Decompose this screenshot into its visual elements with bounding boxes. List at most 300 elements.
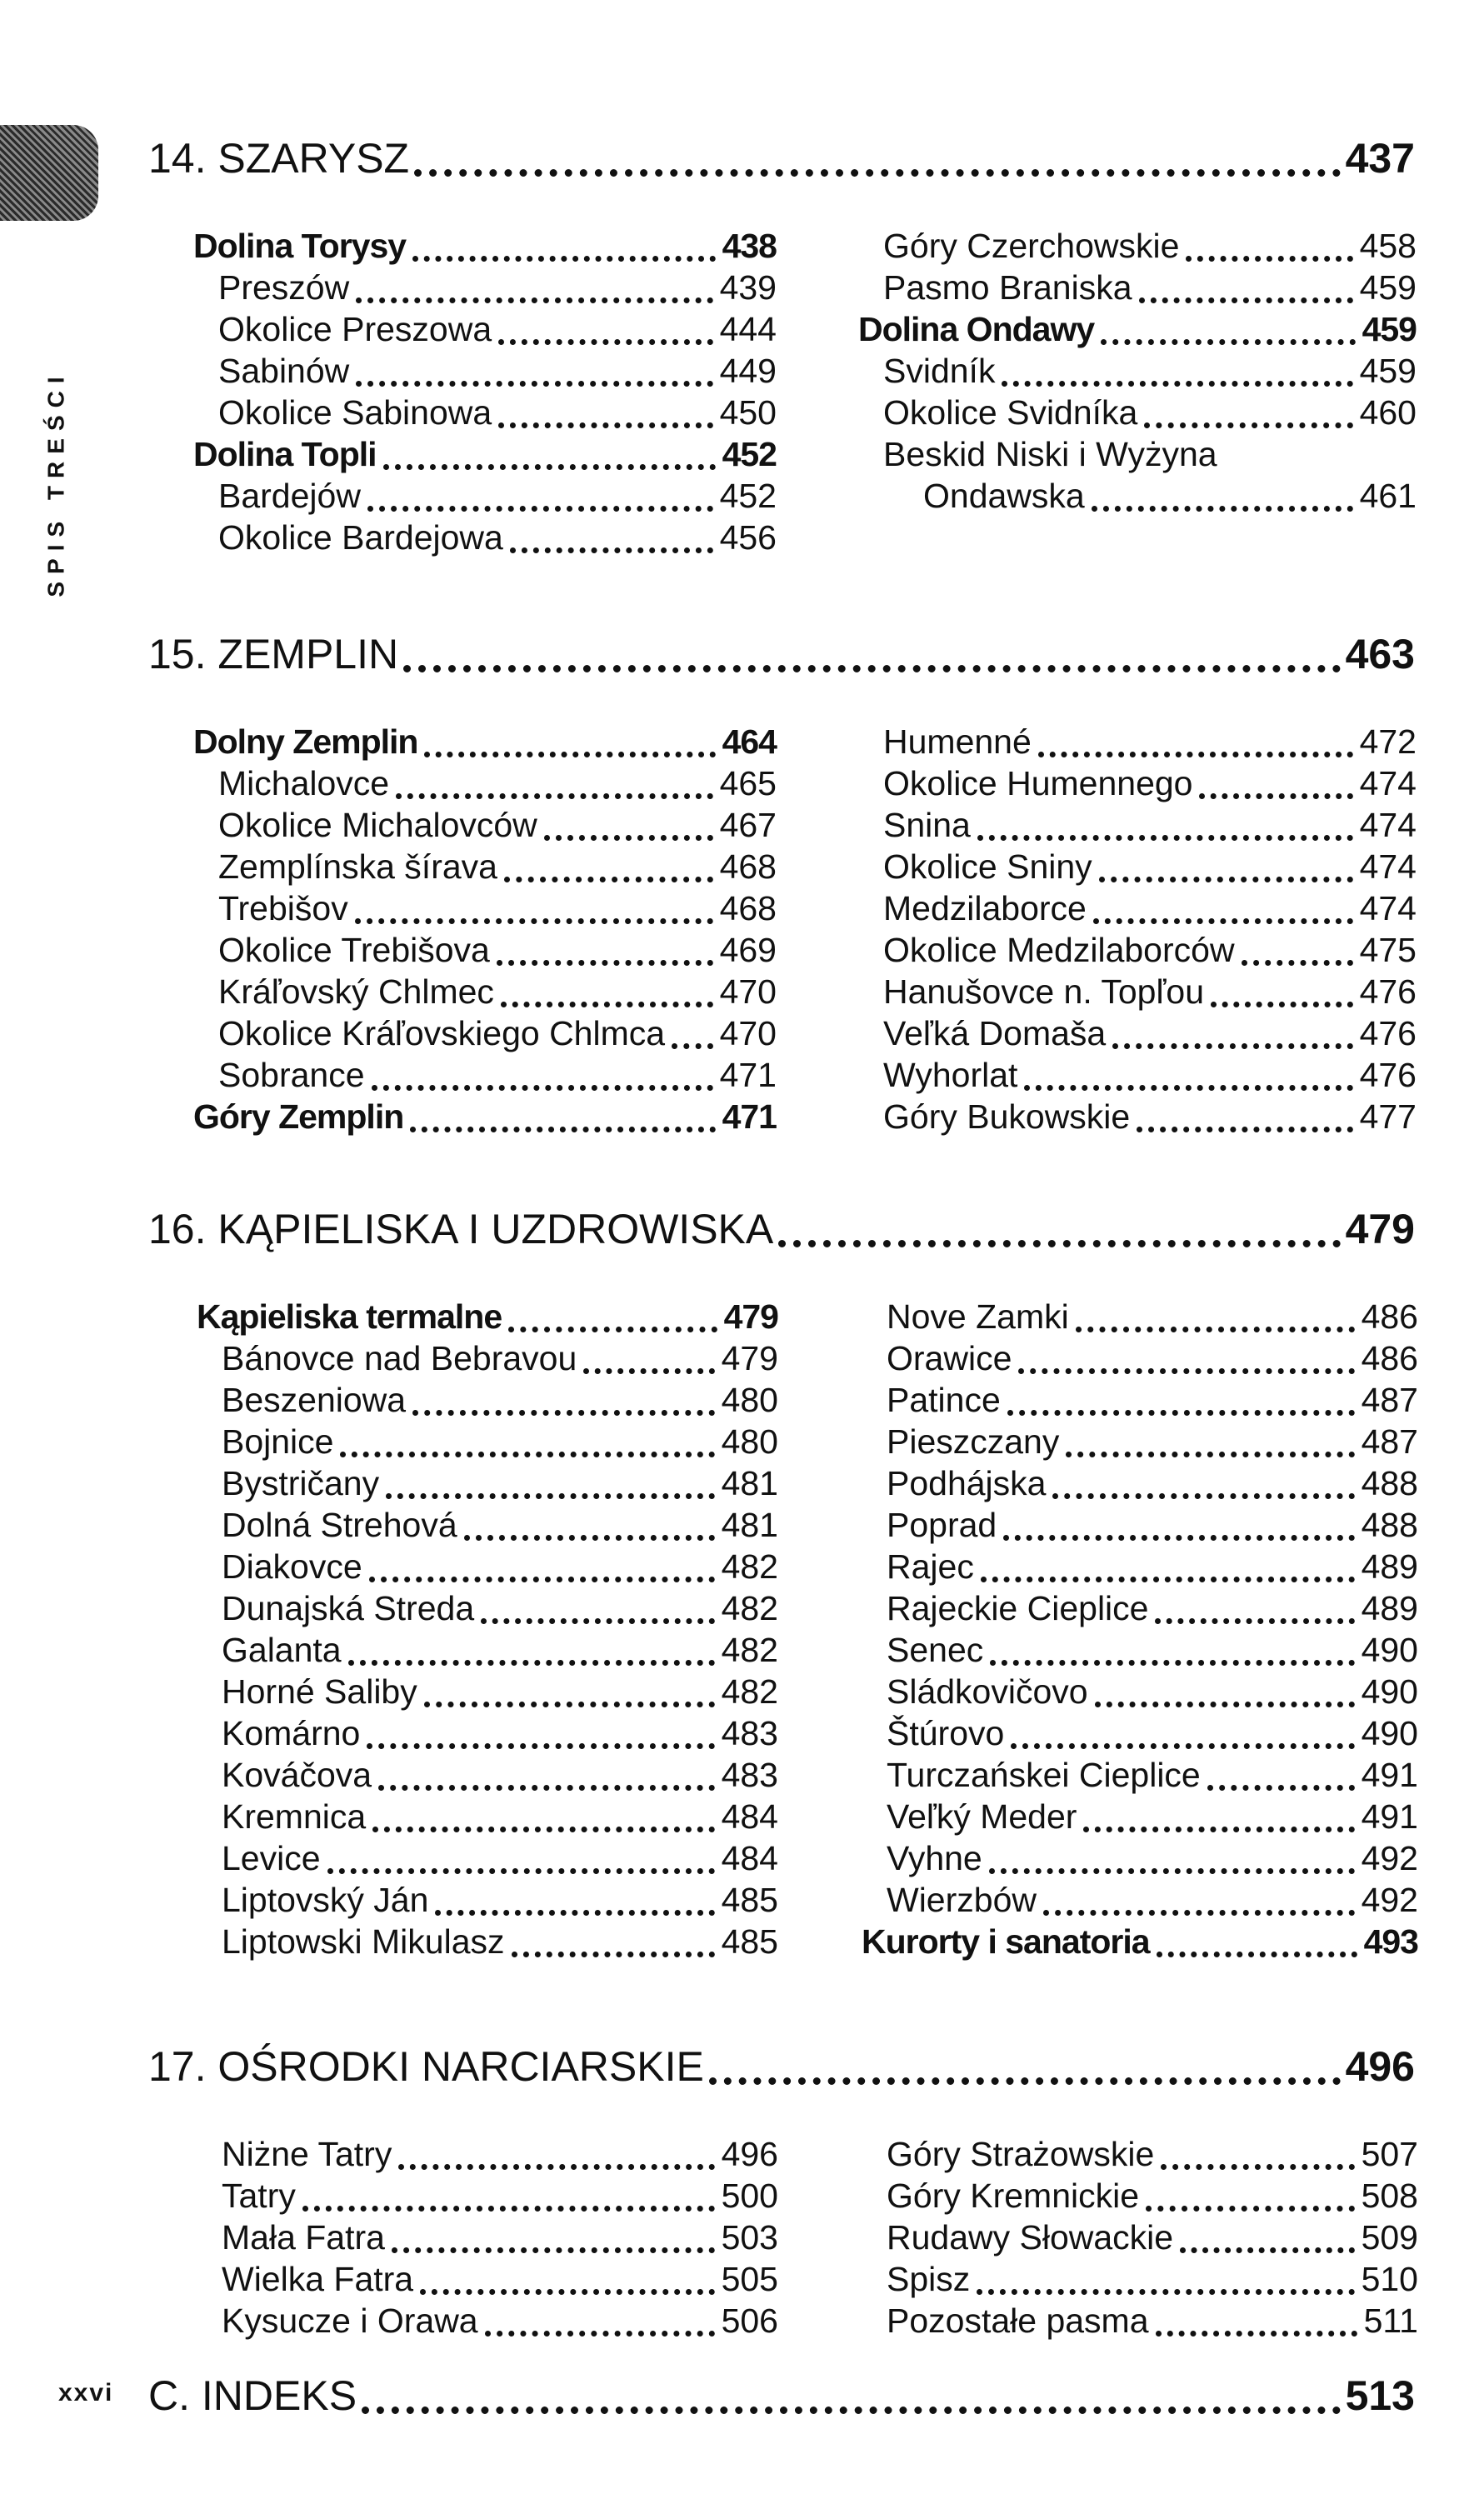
section-page: 463 <box>1345 631 1415 677</box>
toc-entry-title: Sobrance <box>218 1056 365 1094</box>
toc-entry <box>862 1587 1418 1629</box>
toc-entry-title: Levice <box>222 1839 321 1877</box>
dot-leader <box>1052 1493 1354 1499</box>
toc-entry-page: 452 <box>719 477 777 515</box>
toc-entry-page: 481 <box>721 1506 778 1544</box>
right-column <box>862 1296 1418 1962</box>
toc-entry-page: 481 <box>721 1464 778 1502</box>
section-heading <box>148 629 1415 679</box>
toc-entry <box>197 1629 778 1671</box>
toc-entry-page: 452 <box>722 435 777 473</box>
toc-entry-title: Ondawska <box>923 477 1085 515</box>
toc-entry-title: Kysucze i Orawa <box>222 2302 478 2340</box>
toc-entry <box>858 308 1417 350</box>
toc-entry <box>193 225 777 267</box>
toc-entry <box>197 1421 778 1462</box>
toc-entry <box>197 1796 778 1837</box>
dot-leader <box>424 1702 715 1707</box>
toc-entry-title: Medzilaborce <box>883 889 1087 927</box>
toc-entry <box>862 1754 1418 1796</box>
dot-leader <box>1180 2247 1354 2253</box>
toc-entry-page: 482 <box>721 1547 778 1586</box>
dot-leader <box>1003 1535 1354 1541</box>
toc-entry <box>197 1546 778 1587</box>
toc-entry <box>197 1921 778 1962</box>
toc-entry-page: 509 <box>1361 2218 1418 2257</box>
dot-leader <box>1095 1702 1355 1707</box>
toc-entry <box>862 2300 1418 2342</box>
toc-entry-page: 506 <box>721 2302 778 2340</box>
dot-leader <box>1018 1368 1354 1374</box>
toc-entry <box>197 1379 778 1421</box>
toc-entry <box>862 1796 1418 1837</box>
section-title: 14. SZARYSZ <box>148 135 410 182</box>
left-column <box>197 1296 778 1962</box>
toc-entry-title: Podhájska <box>887 1464 1047 1502</box>
toc-entry-title: Senec <box>887 1631 984 1669</box>
chapter-tab-marker <box>0 125 98 221</box>
toc-entry <box>858 350 1417 392</box>
toc-entry-page: 493 <box>1363 1922 1418 1961</box>
toc-entry-page: 487 <box>1361 1381 1418 1419</box>
toc-entry-page: 485 <box>721 1881 778 1919</box>
dot-leader <box>383 464 716 470</box>
toc-entry-title: Okolice Kráľovskiego Chlmca <box>218 1014 666 1052</box>
toc-entry <box>858 721 1417 762</box>
toc-entry-title: Góry Zemplin <box>193 1097 404 1136</box>
toc-entry-page: 482 <box>721 1589 778 1627</box>
toc-entry-page: 474 <box>1359 889 1417 927</box>
toc-entry <box>858 475 1417 517</box>
toc-entry-title: Svidník <box>883 352 996 390</box>
toc-entry-page: 474 <box>1359 764 1417 802</box>
section-title: C. INDEKS <box>148 2372 357 2419</box>
dot-leader <box>1066 1452 1354 1457</box>
dot-leader <box>420 2289 714 2295</box>
dot-leader <box>481 1618 714 1624</box>
toc-entry <box>862 1671 1418 1712</box>
dot-leader <box>1161 2164 1354 2170</box>
dot-leader <box>504 877 713 882</box>
section-heading <box>148 2371 1415 2421</box>
toc-entry-page: 458 <box>1359 227 1417 265</box>
toc-entry-title: Okolice Svidníka <box>883 393 1138 432</box>
dot-leader <box>1076 1327 1355 1332</box>
section-heading <box>148 133 1415 183</box>
toc-entry-title: Komárno <box>222 1714 361 1752</box>
dot-leader <box>1092 506 1353 512</box>
dot-leader <box>977 835 1353 841</box>
dot-leader <box>355 918 713 924</box>
toc-entry-page: 459 <box>1362 310 1417 348</box>
toc-entry-page: 486 <box>1361 1297 1418 1336</box>
toc-entry-title: Góry Kremnickie <box>887 2177 1140 2215</box>
toc-entry-title: Beszeniowa <box>222 1381 407 1419</box>
toc-entry-page: 490 <box>1361 1714 1418 1752</box>
toc-entry-page: 485 <box>721 1922 778 1961</box>
toc-entry-page: 470 <box>719 972 777 1011</box>
dot-leader <box>1007 1410 1355 1416</box>
section-heading <box>148 2042 1415 2092</box>
toc-entry <box>862 1462 1418 1504</box>
dot-leader <box>512 1952 715 1957</box>
toc-entry-page: 489 <box>1361 1547 1418 1586</box>
toc-entry-title: Hanušovce n. Topľou <box>883 972 1205 1011</box>
toc-entry-page: 465 <box>719 764 777 802</box>
toc-entry-page: 476 <box>1359 1056 1417 1094</box>
toc-entry-title: Kráľovský Chlmec <box>218 972 494 1011</box>
dot-leader <box>327 1868 715 1874</box>
toc-entry-title: Veľká Domaša <box>883 1014 1107 1052</box>
toc-entry-page: 477 <box>1359 1097 1417 1136</box>
toc-entry <box>862 1379 1418 1421</box>
toc-entry-title: Okolice Sniny <box>883 847 1092 886</box>
toc-entry-title: Dolná Strehová <box>222 1506 457 1544</box>
toc-entry <box>862 1921 1418 1962</box>
toc-entry-page: 461 <box>1359 477 1417 515</box>
toc-entry-page: 470 <box>719 1014 777 1052</box>
toc-entry <box>197 1296 778 1337</box>
dot-leader <box>1156 2331 1357 2337</box>
toc-entry-page: 468 <box>719 889 777 927</box>
toc-entry-title: Poprad <box>887 1506 997 1544</box>
left-column <box>197 2133 778 2342</box>
toc-entry-title: Wyhorlat <box>883 1056 1018 1094</box>
toc-entry-page: 450 <box>719 393 777 432</box>
dot-leader <box>1101 339 1355 345</box>
toc-entry-title: Bardejów <box>218 477 361 515</box>
toc-entry <box>193 308 777 350</box>
toc-entry <box>193 846 777 887</box>
dot-leader <box>1207 1785 1355 1791</box>
toc-entry-page: 491 <box>1361 1797 1418 1836</box>
toc-entry-page: 490 <box>1361 1631 1418 1669</box>
toc-entry-page: 483 <box>721 1756 778 1794</box>
toc-entry-title: Spisz <box>887 2260 971 2298</box>
toc-entry <box>858 887 1417 929</box>
toc-entry-page: 471 <box>722 1097 777 1136</box>
toc-entry <box>858 1012 1417 1054</box>
toc-entry-title: Rajec <box>887 1547 974 1586</box>
toc-entry <box>193 392 777 433</box>
dot-leader <box>990 1660 1354 1666</box>
toc-entry-title: Okolice Sabinowa <box>218 393 492 432</box>
toc-entry-page: 479 <box>721 1339 778 1377</box>
dot-leader <box>372 1827 714 1832</box>
left-column <box>193 225 777 558</box>
toc-entry-page: 474 <box>1359 806 1417 844</box>
dot-leader <box>1024 1085 1352 1091</box>
right-column <box>858 225 1417 517</box>
toc-entry-title: Beskid Niski i Wyżyna <box>883 435 1217 473</box>
dot-leader <box>583 1368 714 1374</box>
toc-entry <box>858 225 1417 267</box>
toc-entry-page: 472 <box>1359 722 1417 761</box>
dot-leader <box>709 2077 1341 2085</box>
toc-entry <box>197 1754 778 1796</box>
section-page: 479 <box>1345 1206 1415 1252</box>
dot-leader <box>396 793 712 799</box>
toc-entry <box>858 1096 1417 1137</box>
toc-entry <box>197 2217 778 2258</box>
dot-leader <box>1199 793 1352 799</box>
toc-entry <box>197 2300 778 2342</box>
toc-entry <box>193 971 777 1012</box>
section-heading <box>148 1204 1415 1254</box>
toc-entry <box>193 433 777 475</box>
toc-entry-page: 460 <box>1359 393 1417 432</box>
dot-leader <box>369 1577 715 1582</box>
toc-entry <box>197 2258 778 2300</box>
toc-entry-title: Kurorty i sanatoria <box>862 1922 1150 1961</box>
toc-entry-page: 496 <box>721 2135 778 2173</box>
toc-entry <box>197 1671 778 1712</box>
toc-entry-title: Horné Saliby <box>222 1672 417 1711</box>
toc-entry-title: Mała Fatra <box>222 2218 385 2257</box>
toc-entry-title: Zemplínska šírava <box>218 847 497 886</box>
dot-leader <box>498 339 712 345</box>
right-column <box>858 721 1417 1137</box>
toc-entry-title: Rudawy Słowackie <box>887 2218 1174 2257</box>
toc-entry-page: 490 <box>1361 1672 1418 1711</box>
toc-entry-page: 467 <box>719 806 777 844</box>
toc-entry-title: Wielka Fatra <box>222 2260 414 2298</box>
dot-leader <box>1112 1043 1352 1049</box>
toc-entry <box>197 2133 778 2175</box>
dot-leader <box>1186 256 1352 262</box>
toc-entry <box>193 721 777 762</box>
toc-entry-title: Dunajská Streda <box>222 1589 475 1627</box>
toc-entry-page: 459 <box>1359 352 1417 390</box>
toc-entry-title: Sládkovičovo <box>887 1672 1088 1711</box>
toc-entry <box>862 2133 1418 2175</box>
toc-entry-page: 483 <box>721 1714 778 1752</box>
toc-entry-title: Sabinów <box>218 352 350 390</box>
dot-leader <box>981 1577 1355 1582</box>
toc-entry-page: 488 <box>1361 1506 1418 1544</box>
toc-entry-page: 464 <box>722 722 777 761</box>
toc-entry-page: 468 <box>719 847 777 886</box>
toc-entry-page: 487 <box>1361 1422 1418 1461</box>
toc-entry-page: 508 <box>1361 2177 1418 2215</box>
dot-leader <box>497 960 713 966</box>
toc-entry <box>858 846 1417 887</box>
dot-leader <box>1139 297 1353 303</box>
toc-entry <box>858 267 1417 308</box>
toc-entry <box>858 804 1417 846</box>
toc-entry <box>862 1837 1418 1879</box>
dot-leader <box>367 506 713 512</box>
dot-leader <box>372 1085 713 1091</box>
dot-leader <box>1137 1127 1352 1132</box>
toc-entry-title: Góry Strażowskie <box>887 2135 1155 2173</box>
toc-entry-title: Pasmo Braniska <box>883 268 1132 307</box>
dot-leader <box>510 547 713 553</box>
toc-entry-title: Liptovský Ján <box>222 1881 429 1919</box>
toc-entry-title: Okolice Medzilaborców <box>883 931 1235 969</box>
toc-entry <box>862 2217 1418 2258</box>
dot-leader <box>498 422 712 428</box>
toc-entry-page: 491 <box>1361 1756 1418 1794</box>
toc-entry-title: Pozostałe pasma <box>887 2302 1149 2340</box>
toc-entry <box>193 762 777 804</box>
toc-entry-title: Kremnica <box>222 1797 367 1836</box>
toc-entry-title: Dolina Topli <box>193 435 377 473</box>
toc-entry-page: 459 <box>1359 268 1417 307</box>
toc-entry <box>197 1587 778 1629</box>
toc-entry-page: 475 <box>1359 931 1417 969</box>
dot-leader <box>302 2206 715 2212</box>
dot-leader <box>412 256 715 262</box>
dot-leader <box>367 1743 714 1749</box>
toc-entry-title: Galanta <box>222 1631 342 1669</box>
toc-entry <box>862 1421 1418 1462</box>
toc-entry-page: 438 <box>722 227 777 265</box>
toc-entry-title: Štúrovo <box>887 1714 1005 1752</box>
dot-leader <box>485 2331 715 2337</box>
dot-leader <box>356 297 712 303</box>
dot-leader <box>1242 960 1353 966</box>
toc-entry-page: 505 <box>721 2260 778 2298</box>
toc-entry-title: Kąpieliska termalne <box>197 1297 502 1336</box>
toc-entry-title: Bojnice <box>222 1422 334 1461</box>
toc-entry <box>862 1546 1418 1587</box>
dot-leader <box>424 752 715 757</box>
dot-leader <box>1011 1743 1354 1749</box>
toc-entry-page: 492 <box>1361 1881 1418 1919</box>
dot-leader <box>464 1535 715 1541</box>
toc-entry-title: Trebišov <box>218 889 348 927</box>
toc-entry-page: 479 <box>723 1297 778 1336</box>
toc-entry-page: 511 <box>1363 2302 1418 2340</box>
toc-entry-title: Orawice <box>887 1339 1012 1377</box>
dot-leader <box>362 2407 1341 2414</box>
dot-leader <box>778 1240 1340 1247</box>
dot-leader <box>356 381 712 387</box>
toc-entry-title: Okolice Preszowa <box>218 310 492 348</box>
toc-entry-title: Turczańskei Cieplice <box>887 1756 1201 1794</box>
dot-leader <box>435 1910 714 1916</box>
toc-entry-page: 469 <box>719 931 777 969</box>
dot-leader <box>1083 1827 1354 1832</box>
toc-entry-page: 510 <box>1361 2260 1418 2298</box>
dot-leader <box>1144 422 1352 428</box>
dot-leader <box>414 169 1340 177</box>
toc-entry <box>197 1712 778 1754</box>
toc-entry-title: Niżne Tatry <box>222 2135 392 2173</box>
toc-entry <box>193 1096 777 1137</box>
dot-leader <box>508 1327 717 1332</box>
toc-entry <box>197 1837 778 1879</box>
toc-entry <box>193 887 777 929</box>
toc-entry-page: 489 <box>1361 1589 1418 1627</box>
toc-entry-title: Rajeckie Cieplice <box>887 1589 1149 1627</box>
dot-leader <box>1038 752 1353 757</box>
toc-entry-title: Dolny Zemplin <box>193 722 418 761</box>
section-page: 513 <box>1345 2372 1415 2419</box>
toc-entry-page: 474 <box>1359 847 1417 886</box>
dot-leader <box>1099 877 1353 882</box>
section-title: 15. ZEMPLIN <box>148 631 399 677</box>
toc-entry <box>862 1296 1418 1337</box>
toc-entry-title: Góry Bukowskie <box>883 1097 1131 1136</box>
dot-leader <box>403 665 1340 672</box>
toc-entry <box>197 2175 778 2217</box>
toc-entry-title: Okolice Michalovców <box>218 806 537 844</box>
dot-leader <box>1002 381 1352 387</box>
toc-entry <box>858 433 1417 475</box>
dot-leader <box>1043 1910 1355 1916</box>
toc-entry-title: Preszów <box>218 268 350 307</box>
toc-entry-title: Michalovce <box>218 764 390 802</box>
toc-entry-page: 480 <box>721 1381 778 1419</box>
dot-leader <box>1155 1618 1354 1624</box>
toc-entry-page: 486 <box>1361 1339 1418 1377</box>
toc-entry <box>193 1012 777 1054</box>
toc-entry-page: 471 <box>719 1056 777 1094</box>
toc-entry-title: Bánovce nad Bebravou <box>222 1339 577 1377</box>
toc-entry-page: 476 <box>1359 1014 1417 1052</box>
toc-entry-page: 484 <box>721 1797 778 1836</box>
toc-entry-page: 500 <box>721 2177 778 2215</box>
toc-entry-title: Veľký Meder <box>887 1797 1077 1836</box>
dot-leader <box>1093 918 1353 924</box>
toc-entry-page: 503 <box>721 2218 778 2257</box>
dot-leader <box>1211 1002 1353 1007</box>
side-label <box>32 350 82 617</box>
toc-entry <box>197 1504 778 1546</box>
toc-entry <box>193 929 777 971</box>
toc-entry-title: Góry Czerchowskie <box>883 227 1180 265</box>
dot-leader <box>410 1127 715 1132</box>
toc-entry-title: Nove Zamki <box>887 1297 1069 1336</box>
toc-entry <box>858 1054 1417 1096</box>
side-label-text: SPIS TREŚCI <box>43 369 70 597</box>
dot-leader <box>1157 1952 1357 1957</box>
toc-entry <box>862 1879 1418 1921</box>
toc-entry-page: 484 <box>721 1839 778 1877</box>
toc-entry <box>862 1712 1418 1754</box>
dot-leader <box>398 2164 714 2170</box>
dot-leader <box>392 2247 715 2253</box>
toc-entry <box>862 2258 1418 2300</box>
toc-entry-title: Wierzbów <box>887 1881 1037 1919</box>
toc-entry-title: Snina <box>883 806 971 844</box>
dot-leader <box>348 1660 715 1666</box>
page-number: xxvi <box>58 2379 114 2407</box>
toc-entry <box>858 392 1417 433</box>
toc-entry-title: Pieszczany <box>887 1422 1060 1461</box>
toc-entry <box>858 762 1417 804</box>
toc-entry-title: Humenné <box>883 722 1032 761</box>
toc-entry-page: 488 <box>1361 1464 1418 1502</box>
dot-leader <box>501 1002 713 1007</box>
toc-entry-title: Okolice Humennego <box>883 764 1193 802</box>
toc-entry-title: Tatry <box>222 2177 296 2215</box>
dot-leader <box>977 2289 1354 2295</box>
dot-leader <box>412 1410 715 1416</box>
toc-entry-title: Kováčova <box>222 1756 372 1794</box>
toc-entry <box>193 267 777 308</box>
toc-entry <box>193 475 777 517</box>
toc-entry-title: Dolina Torysy <box>193 227 407 265</box>
toc-entry-page: 449 <box>719 352 777 390</box>
toc-entry-page: 507 <box>1361 2135 1418 2173</box>
right-column <box>862 2133 1418 2342</box>
toc-entry <box>862 1504 1418 1546</box>
left-column <box>193 721 777 1137</box>
dot-leader <box>544 835 713 841</box>
